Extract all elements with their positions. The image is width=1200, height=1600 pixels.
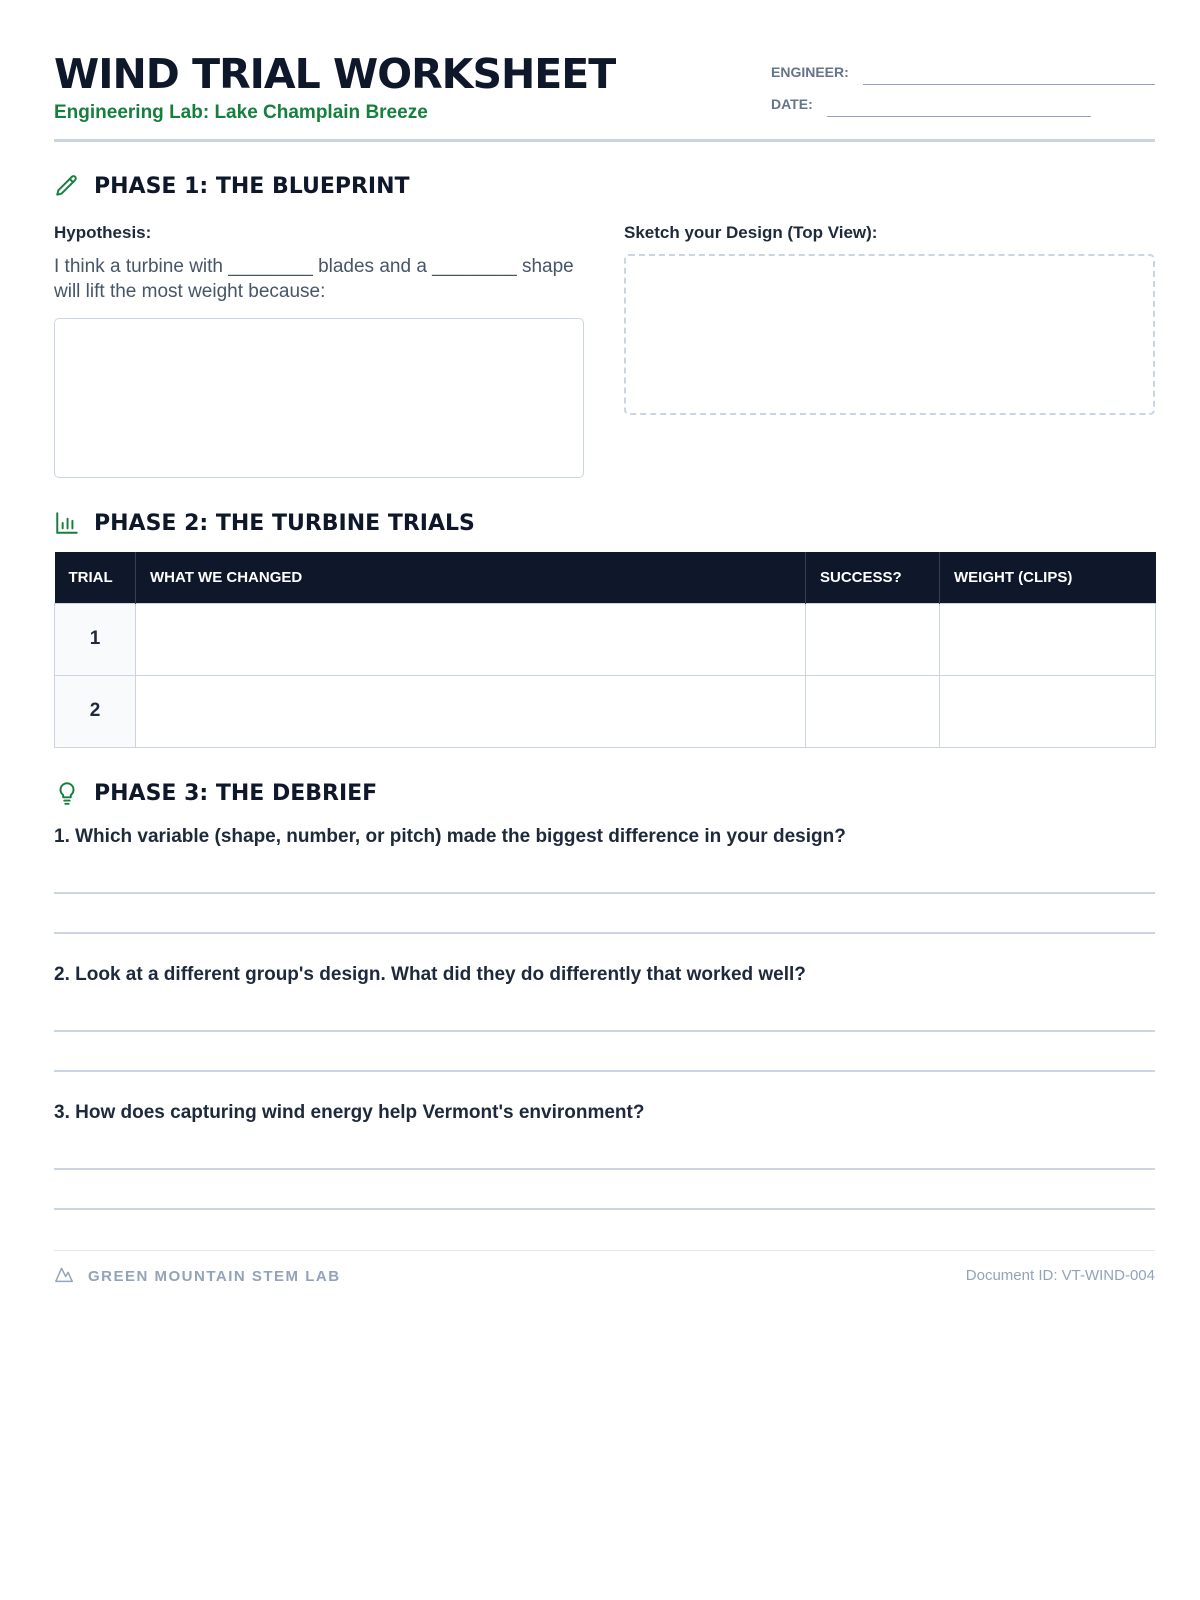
phase3-title: PHASE 3: THE DEBRIEF xyxy=(94,780,378,806)
question-1: 1. Which variable (shape, number, or pitch) made the biggest difference in your design? xyxy=(54,826,846,847)
sketch-area[interactable] xyxy=(624,254,1155,415)
phase1-heading xyxy=(54,173,410,199)
document-id: Document ID: VT-WIND-004 xyxy=(965,1267,1155,1284)
date-field[interactable] xyxy=(827,116,1091,117)
changed-cell[interactable] xyxy=(136,675,806,747)
trials-table xyxy=(54,552,1156,748)
question-2: 2. Look at a different group's design. What did they do differently that worked well? xyxy=(54,964,806,985)
success-cell[interactable] xyxy=(806,603,940,675)
trial-number-cell: 2 xyxy=(55,675,136,747)
page-title: WIND TRIAL WORKSHEET xyxy=(54,50,616,98)
answer-line[interactable] xyxy=(54,1030,1155,1032)
hypothesis-label: Hypothesis: xyxy=(54,223,152,242)
answer-line[interactable] xyxy=(54,1208,1155,1210)
success-cell[interactable] xyxy=(806,675,940,747)
weight-cell[interactable] xyxy=(940,603,1156,675)
weight-cell[interactable] xyxy=(940,675,1156,747)
pencil-icon xyxy=(54,173,80,199)
worksheet-page xyxy=(54,0,1155,1600)
worksheet-footer xyxy=(54,1250,1155,1290)
brand-name: GREEN MOUNTAIN STEM LAB xyxy=(88,1268,341,1285)
page-subtitle: Engineering Lab: Lake Champlain Breeze xyxy=(54,102,428,123)
answer-line[interactable] xyxy=(54,1168,1155,1170)
table-row xyxy=(55,675,1156,747)
answer-line[interactable] xyxy=(54,932,1155,934)
column-header: WEIGHT (CLIPS) xyxy=(940,552,1156,603)
answer-line[interactable] xyxy=(54,892,1155,894)
engineer-field[interactable] xyxy=(863,84,1155,85)
date-label: DATE: xyxy=(771,96,813,112)
phase1-title: PHASE 1: THE BLUEPRINT xyxy=(94,173,410,199)
lightbulb-icon xyxy=(54,780,80,806)
footer-brand xyxy=(54,1265,341,1288)
table-header-row xyxy=(55,552,1156,603)
sketch-label: Sketch your Design (Top View): xyxy=(624,223,878,242)
changed-cell[interactable] xyxy=(136,603,806,675)
phase2-title: PHASE 2: THE TURBINE TRIALS xyxy=(94,510,475,536)
mountain-icon xyxy=(54,1265,74,1288)
answer-line[interactable] xyxy=(54,1070,1155,1072)
question-3: 3. How does capturing wind energy help Vermont's environment? xyxy=(54,1102,645,1123)
hypothesis-answer-box[interactable] xyxy=(54,318,584,478)
worksheet-header xyxy=(54,48,1155,142)
engineer-label: ENGINEER: xyxy=(771,64,849,80)
phase2-heading xyxy=(54,510,475,536)
phase3-heading xyxy=(54,780,377,806)
bar-chart-icon xyxy=(54,510,80,536)
trial-number-cell: 1 xyxy=(55,603,136,675)
column-header: TRIAL xyxy=(55,552,136,603)
column-header: WHAT WE CHANGED xyxy=(136,552,806,603)
column-header: SUCCESS? xyxy=(806,552,940,603)
table-row xyxy=(55,603,1156,675)
hypothesis-prompt: I think a turbine with ________ blades and a ________ shape will lift the most weight because: xyxy=(54,256,574,302)
